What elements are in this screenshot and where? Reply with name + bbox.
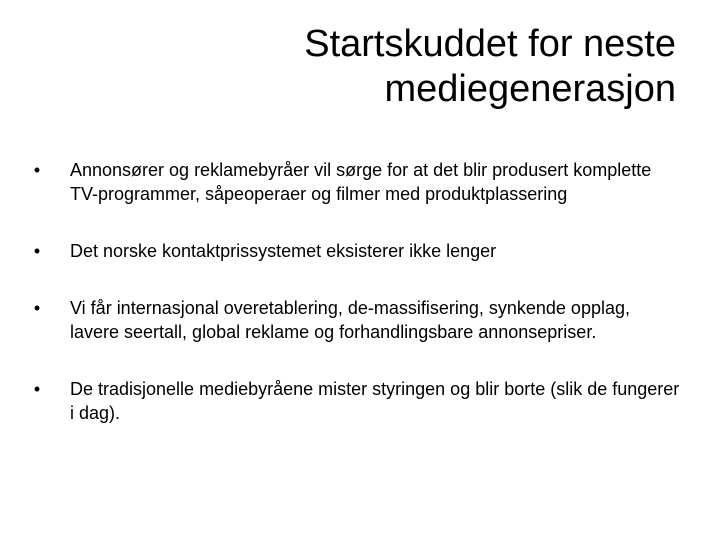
bullet-text-3: Vi får internasjonal overetablering, de-massifisering, synkende opplag, lavere seertall, global reklame og forhandlingsbare annonsepriser.: [70, 298, 630, 342]
slide-title-line-2: mediegenerasjon: [384, 68, 676, 110]
bullet-text-2: Det norske kontaktprissystemet eksisterer ikke lenger: [70, 241, 497, 261]
bullet-text-4: De tradisjonelle mediebyråene mister styringen og blir borte (slik de fungerer i dag).: [70, 379, 680, 423]
bullet-dot-icon: •: [33, 298, 41, 318]
bullet-text-1: Annonsører og reklamebyråer vil sørge for at det blir produsert komplette TV-programmer, såpeoperaer og filmer med produktplassering: [70, 160, 652, 204]
bullet-list: [30, 158, 680, 425]
bullet-item-4: [30, 377, 680, 425]
bullet-dot-icon: •: [33, 160, 41, 180]
slide-title-line-1: Startskuddet for neste: [304, 23, 676, 65]
bullet-dot-icon: •: [33, 241, 41, 261]
bullet-item-2: [30, 239, 680, 263]
bullet-item-3: [30, 296, 680, 344]
slide-title: [116, 22, 676, 112]
bullet-item-1: [30, 158, 680, 206]
bullet-dot-icon: •: [33, 379, 41, 399]
